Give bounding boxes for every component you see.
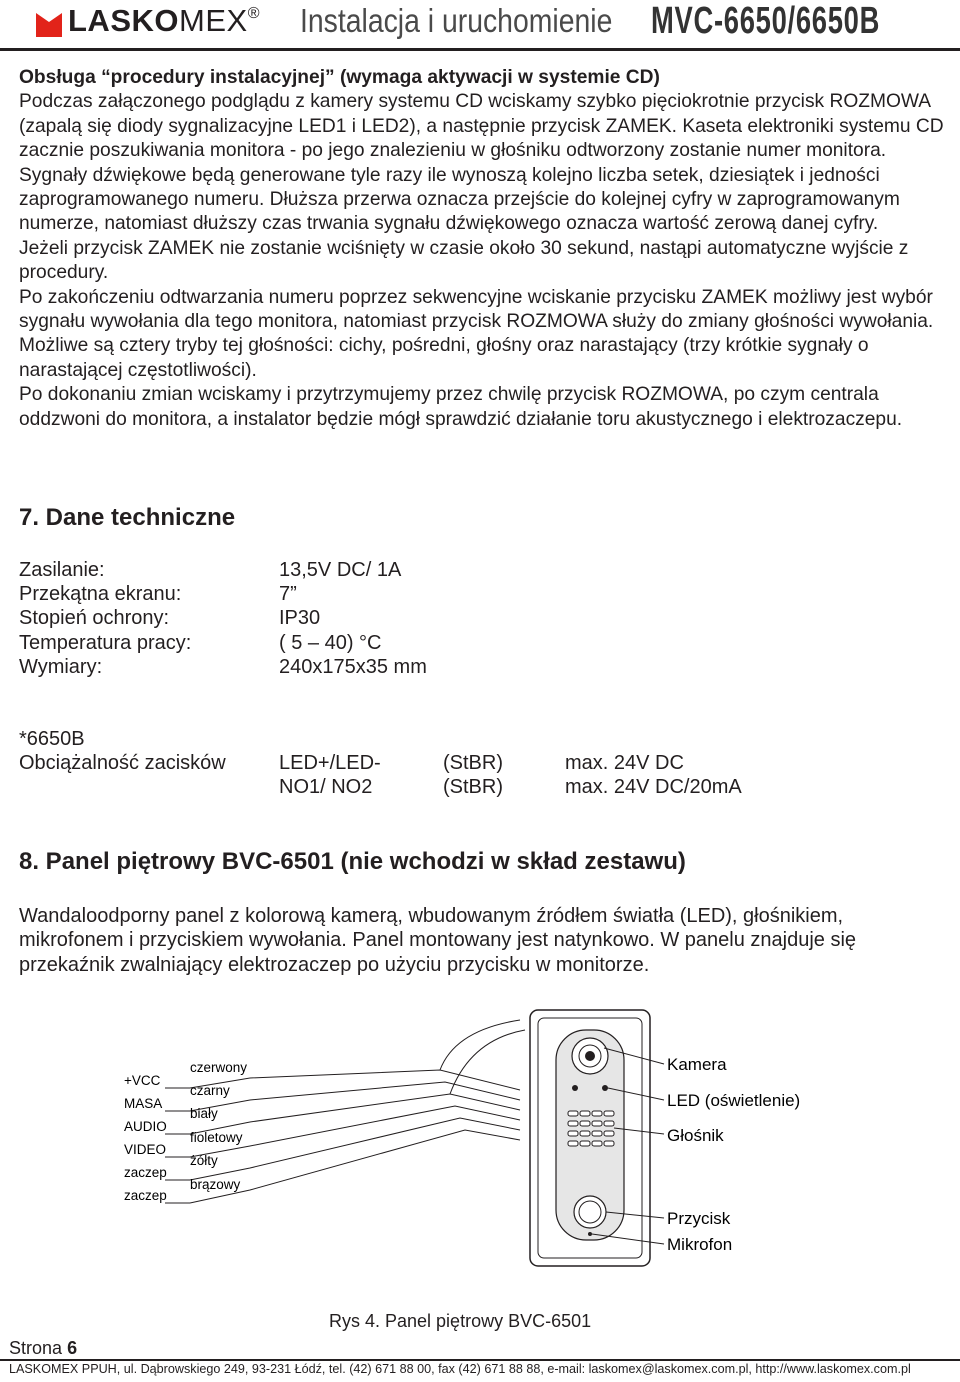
figure-caption: Rys 4. Panel piętrowy BVC-6501 bbox=[329, 1311, 592, 1331]
led-icon bbox=[602, 1085, 608, 1091]
procedure-paragraph-4: Po dokonaniu zmian wciskamy i przytrzymujemy przez chwilę przycisk ROZMOWA, po czym centrala oddzwoni do monitora, a instalator będzie mógł sprawdzić działanie toru akustycznego i elektrozaczepu. bbox=[19, 384, 903, 430]
wire-color-label: brązowy bbox=[190, 1177, 241, 1192]
procedure-heading: Obsługa “procedury instalacyjnej” (wymaga aktywacji w systemie CD) bbox=[19, 67, 660, 88]
procedure-paragraph-3: Po zakończeniu odtwarzania numeru poprzez sekwencyjne wciskanie przycisku ZAMEK możliwy jest wybór sygnału wywołania dla tego monitora, natomiast przycisk ROZMOWA służy do zmiany głośności wywołania. Możliwe są cztery tryby tej głośności: cichy, pośredni, głośny oraz narastający (trzy krótkie sygnały o narastającej częstotliwości). bbox=[19, 286, 934, 381]
callout-label: Mikrofon bbox=[667, 1235, 733, 1254]
procedure-paragraph-1: Podczas załączonego podglądu z kamery systemu CD wciskamy szybko pięciokrotnie przycisk ROZMOWA (zapalą się diody sygnalizacyjne LED1 i LED2), a następnie przycisk ZAMEK. Kaseta elektroniki systemu CD zacznie poszukiwania monitora - po jego znalezieniu w głośniku odtworzony zostanie numer monitora. Sygnały dźwiękowe będą generowane tyle razy ile wynoszą kolejno liczba setek, dziesiątek i jedności zaprogramowanego numeru. Dłuższa przerwa oznacza przejście do kolejnej cyfry w zaprogramowanym numerze, natomiast dłuższy czas trwania sygnału dźwiękowego oznacza wartość zerową danej cyfry. bbox=[19, 91, 944, 235]
microphone-icon bbox=[588, 1232, 592, 1236]
section-8-text: Wandaloodporny panel z kolorową kamerą, wbudowanym źródłem światła (LED), głośnikiem, mikrofonem i przyciskiem wywołania. Panel montowany jest natynkowo. W panelu znajduje się przekaźnik zwalniający elektrozaczep po użyciu przycisku w monitorze. bbox=[19, 905, 857, 976]
brand-light: MEX bbox=[179, 3, 248, 38]
signal-label: zaczep bbox=[124, 1188, 167, 1203]
load-terminal: NO1/ NO2 bbox=[279, 776, 373, 798]
spec-label: Temperatura pracy: bbox=[19, 632, 192, 654]
signal-label: AUDIO bbox=[124, 1119, 167, 1134]
callout-label: Głośnik bbox=[667, 1126, 724, 1145]
signal-label: +VCC bbox=[124, 1073, 161, 1088]
wire-color-label: czarny bbox=[190, 1083, 230, 1098]
panel-wiring-diagram bbox=[0, 1000, 960, 1300]
wire-color-label: czerwony bbox=[190, 1060, 248, 1075]
wire-color-label: żółty bbox=[190, 1153, 218, 1168]
wire-color-label: biały bbox=[190, 1106, 218, 1121]
laskomex-logo-icon bbox=[36, 13, 62, 37]
model-note: *6650B bbox=[19, 728, 85, 750]
procedure-paragraph-2: Jeżeli przycisk ZAMEK nie zostanie wciśnięty w czasie około 30 sekund, nastąpi automatyczne wyjście z procedury. bbox=[19, 237, 909, 284]
spec-label: Przekątna ekranu: bbox=[19, 583, 182, 605]
procedure-section bbox=[19, 66, 949, 432]
signal-label: zaczep bbox=[124, 1165, 167, 1180]
brand-bold: LASKO bbox=[68, 3, 179, 38]
load-type: (StBR) bbox=[443, 776, 503, 798]
wire-color-label: fioletowy bbox=[190, 1130, 243, 1145]
signal-label: VIDEO bbox=[124, 1142, 167, 1157]
spec-label: Wymiary: bbox=[19, 656, 103, 678]
load-terminal: LED+/LED- bbox=[279, 752, 381, 774]
spec-value: IP30 bbox=[279, 607, 321, 629]
section-7-title: 7. Dane techniczne bbox=[19, 504, 236, 531]
footer-address: LASKOMEX PPUH, ul. Dąbrowskiego 249, 93-231 Łódź, tel. (42) 671 88 00, fax (42) 671 88 88, e-mail: laskomex@laskomex.com.pl, http://www.laskomex.com.pl bbox=[9, 1362, 911, 1376]
section-8-title: 8. Panel piętrowy BVC-6501 (nie wchodzi w skład zestawu) bbox=[19, 848, 686, 875]
spec-label: Stopień ochrony: bbox=[19, 607, 170, 629]
load-label: Obciążalność zacisków bbox=[19, 752, 226, 774]
load-max: max. 24V DC bbox=[565, 752, 684, 774]
footer-divider bbox=[0, 1359, 960, 1361]
load-type: (StBR) bbox=[443, 752, 503, 774]
model-number: MVC-6650/6650B bbox=[651, 0, 881, 42]
document-title: Instalacja i uruchomienie bbox=[300, 2, 613, 39]
spec-value: 13,5V DC/ 1A bbox=[279, 559, 402, 581]
door-panel bbox=[530, 1010, 650, 1266]
page-number bbox=[9, 1338, 77, 1359]
page-label: Strona bbox=[9, 1338, 63, 1358]
spec-value: 7” bbox=[279, 583, 297, 605]
brand-name bbox=[68, 3, 260, 39]
load-max: max. 24V DC/20mA bbox=[565, 776, 742, 798]
spec-value: 240x175x35 mm bbox=[279, 656, 427, 678]
page-header bbox=[0, 0, 960, 48]
spec-value: ( 5 – 40) °C bbox=[279, 632, 382, 654]
header-divider bbox=[0, 48, 960, 51]
callout-label: Kamera bbox=[667, 1055, 727, 1074]
spec-label: Zasilanie: bbox=[19, 559, 105, 581]
led-icon bbox=[572, 1085, 578, 1091]
callout-label: Przycisk bbox=[667, 1209, 731, 1228]
wire-lines bbox=[165, 1020, 525, 1203]
registered-mark: ® bbox=[247, 4, 260, 22]
page-number-value: 6 bbox=[67, 1338, 78, 1358]
signal-label: MASA bbox=[124, 1096, 163, 1111]
callout-label: LED (oświetlenie) bbox=[667, 1091, 801, 1110]
